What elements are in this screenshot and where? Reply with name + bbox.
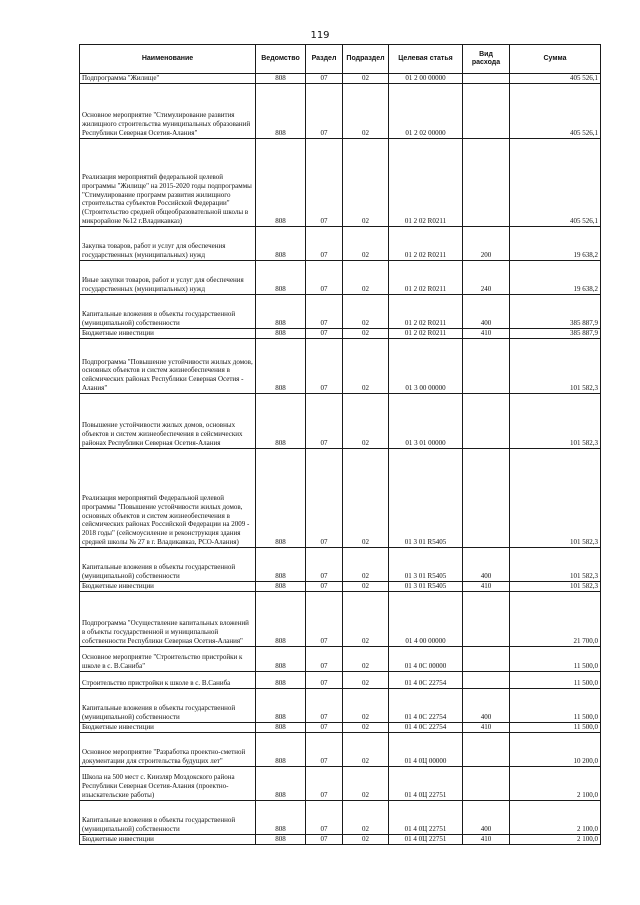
- cell-section: 07: [306, 338, 343, 393]
- cell-subsection: 02: [343, 591, 389, 646]
- cell-sum: 101 582,3: [510, 547, 601, 581]
- cell-section: 07: [306, 581, 343, 591]
- cell-subsection: 02: [343, 766, 389, 800]
- table-row: [80, 393, 601, 448]
- table-row: [80, 448, 601, 547]
- cell-name: Подпрограмма "Повышение устойчивости жилых домов, основных объектов и систем жизнеобеспечения в сейсмических районах Республики Северная Осетия - Алания": [80, 338, 256, 393]
- cell-target: 01 2 02 R0211: [389, 260, 463, 294]
- cell-target: 01 3 01 R5405: [389, 581, 463, 591]
- cell-type: 400: [463, 294, 510, 328]
- cell-dept: 808: [256, 260, 306, 294]
- cell-subsection: 02: [343, 338, 389, 393]
- cell-dept: 808: [256, 671, 306, 688]
- cell-dept: 808: [256, 74, 306, 84]
- cell-dept: 808: [256, 766, 306, 800]
- cell-dept: 808: [256, 448, 306, 547]
- table-row: [80, 138, 601, 226]
- cell-section: 07: [306, 260, 343, 294]
- cell-subsection: 02: [343, 294, 389, 328]
- cell-section: 07: [306, 834, 343, 844]
- cell-dept: 808: [256, 338, 306, 393]
- cell-subsection: 02: [343, 260, 389, 294]
- header-type: Вид расхода: [463, 45, 510, 74]
- cell-type: 200: [463, 226, 510, 260]
- cell-section: 07: [306, 800, 343, 834]
- cell-section: 07: [306, 671, 343, 688]
- cell-subsection: 02: [343, 646, 389, 671]
- table-row: [80, 260, 601, 294]
- cell-name: Строительство пристройки к школе в с. В.Саниба: [80, 671, 256, 688]
- cell-subsection: 02: [343, 138, 389, 226]
- cell-dept: 808: [256, 226, 306, 260]
- cell-type: [463, 591, 510, 646]
- cell-subsection: 02: [343, 328, 389, 338]
- cell-target: 01 4 0С 22754: [389, 688, 463, 722]
- cell-subsection: 02: [343, 547, 389, 581]
- cell-name: Реализация мероприятий Федеральной целевой программы "Повышение устойчивости жилых домов, основных объектов и систем жизнеобеспечения в сейсмических районах Российской Федерации на 2009 - 2018 годы" (сейсмоусиление и реконструкция здания средней школы № 27 в г. Владикавказ, РСО-Алания): [80, 448, 256, 547]
- cell-section: 07: [306, 732, 343, 766]
- table-row: [80, 834, 601, 844]
- cell-sum: 11 500,0: [510, 646, 601, 671]
- cell-subsection: 02: [343, 688, 389, 722]
- cell-target: 01 3 01 R5405: [389, 547, 463, 581]
- cell-name: Бюджетные инвестиции: [80, 581, 256, 591]
- table-row: [80, 722, 601, 732]
- cell-name: Подпрограмма "Осуществление капитальных вложений в объекты государственной и муниципальной собственности Республики Северная Осетия-Алания": [80, 591, 256, 646]
- cell-type: [463, 83, 510, 138]
- cell-name: Основное мероприятие "Строительство пристройки к школе в с. В.Саниба": [80, 646, 256, 671]
- table-row: [80, 766, 601, 800]
- cell-dept: 808: [256, 800, 306, 834]
- cell-target: 01 4 0Ц 22751: [389, 800, 463, 834]
- cell-subsection: 02: [343, 393, 389, 448]
- cell-type: 400: [463, 547, 510, 581]
- budget-table: [79, 44, 601, 845]
- cell-dept: 808: [256, 581, 306, 591]
- cell-target: 01 3 00 00000: [389, 338, 463, 393]
- cell-target: 01 2 02 00000: [389, 83, 463, 138]
- header-row: [80, 45, 601, 74]
- cell-dept: 808: [256, 646, 306, 671]
- cell-type: [463, 671, 510, 688]
- cell-name: Капитальные вложения в объекты государственной (муниципальной) собственности: [80, 688, 256, 722]
- cell-dept: 808: [256, 732, 306, 766]
- cell-name: Капитальные вложения в объекты государственной (муниципальной) собственности: [80, 294, 256, 328]
- cell-sum: 385 887,9: [510, 294, 601, 328]
- cell-dept: 808: [256, 294, 306, 328]
- cell-section: 07: [306, 688, 343, 722]
- cell-dept: 808: [256, 83, 306, 138]
- cell-section: 07: [306, 547, 343, 581]
- cell-section: 07: [306, 138, 343, 226]
- cell-dept: 808: [256, 722, 306, 732]
- cell-dept: 808: [256, 393, 306, 448]
- cell-name: Закупка товаров, работ и услуг для обеспечения государственных (муниципальных) нужд: [80, 226, 256, 260]
- cell-name: Подпрограмма "Жилище": [80, 74, 256, 84]
- cell-section: 07: [306, 448, 343, 547]
- cell-section: 07: [306, 294, 343, 328]
- cell-sum: 405 526,1: [510, 138, 601, 226]
- cell-sum: 2 100,0: [510, 766, 601, 800]
- cell-subsection: 02: [343, 581, 389, 591]
- cell-sum: 11 500,0: [510, 671, 601, 688]
- table-row: [80, 671, 601, 688]
- cell-section: 07: [306, 83, 343, 138]
- cell-sum: 405 526,1: [510, 83, 601, 138]
- cell-name: Повышение устойчивости жилых домов, основных объектов и систем жизнеобеспечения в сейсмических районах Республики Северная Осетия-Алания: [80, 393, 256, 448]
- cell-type: 410: [463, 581, 510, 591]
- cell-target: 01 4 0С 22754: [389, 671, 463, 688]
- cell-target: 01 4 0С 22754: [389, 722, 463, 732]
- header-sum: Сумма: [510, 45, 601, 74]
- cell-name: Бюджетные инвестиции: [80, 328, 256, 338]
- cell-type: [463, 732, 510, 766]
- cell-type: [463, 766, 510, 800]
- cell-type: 410: [463, 328, 510, 338]
- cell-sum: 101 582,3: [510, 393, 601, 448]
- cell-dept: 808: [256, 688, 306, 722]
- cell-name: Реализация мероприятий федеральной целевой программы "Жилище" на 2015-2020 годы подпрограммы "Стимулирование программ развития жилищного строительства субъектов Российской Федерации" (Строительство средней общеобразовательной школы в микрорайоне №12 г.Владикавказ): [80, 138, 256, 226]
- table-row: [80, 294, 601, 328]
- cell-target: 01 2 02 R0211: [389, 294, 463, 328]
- cell-name: Основное мероприятие "Стимулирование развития жилищного строительства муниципальных образований Республики Северная Осетия-Алания": [80, 83, 256, 138]
- cell-target: 01 2 02 R0211: [389, 328, 463, 338]
- cell-sum: 405 526,1: [510, 74, 601, 84]
- cell-type: 410: [463, 722, 510, 732]
- cell-sum: 11 500,0: [510, 722, 601, 732]
- cell-subsection: 02: [343, 800, 389, 834]
- cell-target: 01 2 00 00000: [389, 74, 463, 84]
- cell-subsection: 02: [343, 732, 389, 766]
- cell-dept: 808: [256, 138, 306, 226]
- cell-section: 07: [306, 646, 343, 671]
- cell-type: [463, 138, 510, 226]
- cell-dept: 808: [256, 834, 306, 844]
- cell-type: 400: [463, 800, 510, 834]
- cell-sum: 21 700,0: [510, 591, 601, 646]
- cell-name: Бюджетные инвестиции: [80, 722, 256, 732]
- cell-section: 07: [306, 226, 343, 260]
- cell-name: Иные закупки товаров, работ и услуг для обеспечения государственных (муниципальных) нужд: [80, 260, 256, 294]
- table-row: [80, 74, 601, 84]
- table-row: [80, 581, 601, 591]
- cell-target: 01 4 00 00000: [389, 591, 463, 646]
- cell-target: 01 2 02 R0211: [389, 138, 463, 226]
- cell-target: 01 3 01 R5405: [389, 448, 463, 547]
- cell-target: 01 4 0Ц 22751: [389, 834, 463, 844]
- cell-dept: 808: [256, 328, 306, 338]
- cell-sum: 2 100,0: [510, 834, 601, 844]
- cell-type: [463, 393, 510, 448]
- header-name: Наименование: [80, 45, 256, 74]
- cell-dept: 808: [256, 547, 306, 581]
- cell-type: 240: [463, 260, 510, 294]
- cell-sum: 10 200,0: [510, 732, 601, 766]
- table-row: [80, 547, 601, 581]
- cell-sum: 101 582,3: [510, 448, 601, 547]
- table-row: [80, 328, 601, 338]
- cell-section: 07: [306, 591, 343, 646]
- header-target: Целевая статья: [389, 45, 463, 74]
- table-row: [80, 83, 601, 138]
- cell-sum: 19 638,2: [510, 260, 601, 294]
- header-dept: Ведомство: [256, 45, 306, 74]
- cell-subsection: 02: [343, 671, 389, 688]
- cell-sum: 101 582,3: [510, 581, 601, 591]
- cell-type: [463, 448, 510, 547]
- cell-section: 07: [306, 74, 343, 84]
- cell-sum: 11 500,0: [510, 688, 601, 722]
- cell-target: 01 4 0Ц 22751: [389, 766, 463, 800]
- table-row: [80, 591, 601, 646]
- cell-name: Капитальные вложения в объекты государственной (муниципальной) собственности: [80, 547, 256, 581]
- cell-name: Бюджетные инвестиции: [80, 834, 256, 844]
- cell-name: Основное мероприятие "Разработка проектно-сметной документации для строительства будущих лет": [80, 732, 256, 766]
- header-section: Раздел: [306, 45, 343, 74]
- cell-sum: 101 582,3: [510, 338, 601, 393]
- page-number: 119: [310, 30, 330, 41]
- cell-subsection: 02: [343, 448, 389, 547]
- cell-subsection: 02: [343, 834, 389, 844]
- cell-dept: 808: [256, 591, 306, 646]
- table-row: [80, 800, 601, 834]
- cell-target: 01 4 0С 00000: [389, 646, 463, 671]
- cell-type: [463, 338, 510, 393]
- cell-sum: 385 887,9: [510, 328, 601, 338]
- cell-subsection: 02: [343, 74, 389, 84]
- cell-name: Капитальные вложения в объекты государственной (муниципальной) собственности: [80, 800, 256, 834]
- header-subsection: Подраздел: [343, 45, 389, 74]
- cell-type: [463, 74, 510, 84]
- cell-section: 07: [306, 328, 343, 338]
- cell-type: 410: [463, 834, 510, 844]
- cell-target: 01 4 0Ц 00000: [389, 732, 463, 766]
- cell-name: Школа на 500 мест с. Киизляр Моздокского района Республики Северная Осетия-Алания (проектно-изыскательские работы): [80, 766, 256, 800]
- cell-subsection: 02: [343, 722, 389, 732]
- table-row: [80, 732, 601, 766]
- cell-subsection: 02: [343, 83, 389, 138]
- cell-sum: 2 100,0: [510, 800, 601, 834]
- cell-type: [463, 646, 510, 671]
- cell-sum: 19 638,2: [510, 226, 601, 260]
- cell-target: 01 3 01 00000: [389, 393, 463, 448]
- cell-section: 07: [306, 766, 343, 800]
- table-row: [80, 226, 601, 260]
- cell-type: 400: [463, 688, 510, 722]
- cell-target: 01 2 02 R0211: [389, 226, 463, 260]
- table-row: [80, 338, 601, 393]
- cell-section: 07: [306, 722, 343, 732]
- table-row: [80, 646, 601, 671]
- cell-subsection: 02: [343, 226, 389, 260]
- table-row: [80, 688, 601, 722]
- cell-section: 07: [306, 393, 343, 448]
